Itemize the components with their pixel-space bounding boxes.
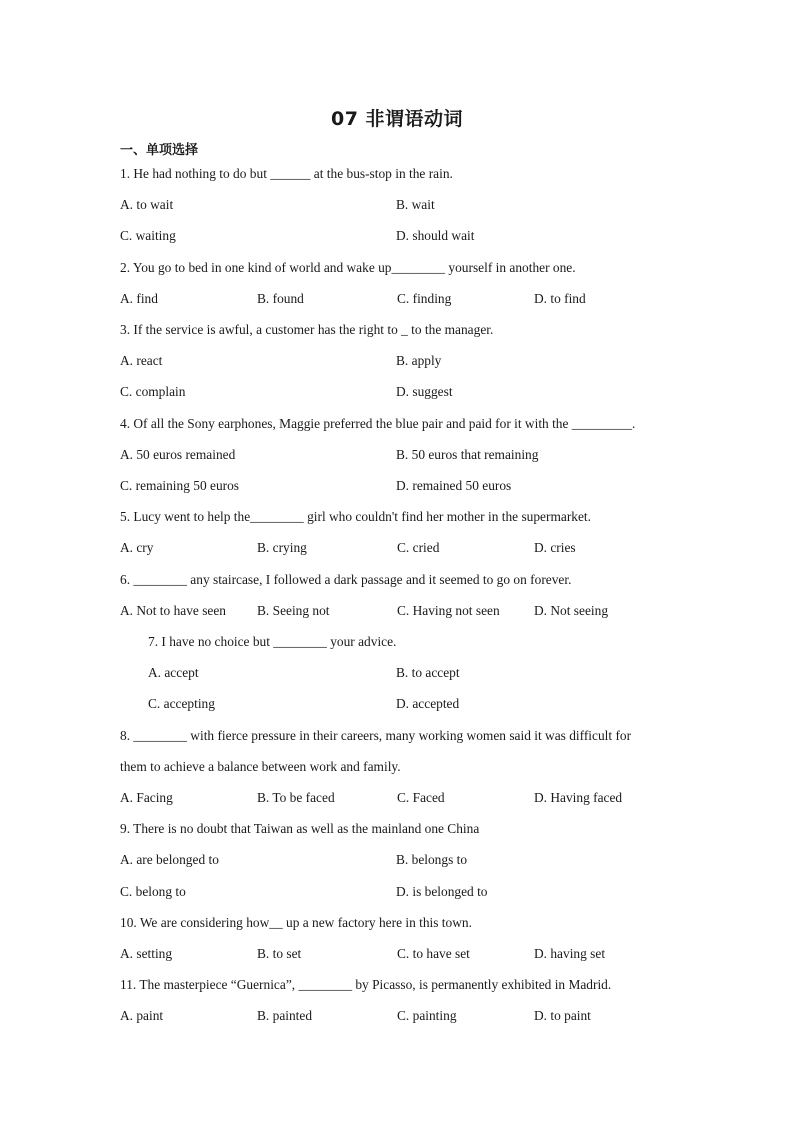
question-8-text: 8. ________ with fierce pressure in their careers, many working women said it was difficult for: [120, 727, 632, 743]
question-6-options: [120, 601, 674, 621]
question-10-text: 10. We are considering how__ up a new factory here in this town.: [120, 914, 472, 930]
option-d: D. to find: [534, 290, 586, 306]
option-b: B. wait: [396, 197, 435, 213]
option-b: B. crying: [257, 540, 307, 556]
question-10-options: [120, 944, 674, 964]
question-6-text: 6. ________ any staircase, I followed a dark passage and it seemed to go on forever.: [120, 571, 572, 587]
option-a: A. are belonged to: [120, 852, 219, 868]
option-c: C. belong to: [120, 883, 186, 899]
option-d: D. should wait: [396, 228, 475, 244]
option-a: A. accept: [148, 665, 199, 681]
option-c: C. accepting: [148, 696, 215, 712]
question-3-options-row: [120, 382, 674, 402]
question-1-options-row: [120, 195, 674, 215]
question-11-options: [120, 1006, 674, 1026]
question-9-text: 9. There is no doubt that Taiwan as well as the mainland one China: [120, 821, 480, 837]
option-c: C. complain: [120, 384, 186, 400]
question-4-options-row: [120, 476, 674, 496]
option-b: B. belongs to: [396, 852, 468, 868]
question-7-options-row: [148, 694, 674, 714]
option-a: A. 50 euros remained: [120, 446, 236, 462]
question-9-options-row: [120, 850, 674, 870]
option-b: B. Seeing not: [257, 602, 330, 618]
question-8-options: [120, 788, 674, 808]
option-d: D. is belonged to: [396, 883, 488, 899]
option-b: B. found: [257, 290, 304, 306]
question-7-text: 7. I have no choice but ________ your advice.: [148, 634, 397, 649]
option-c: C. Faced: [397, 790, 445, 805]
question-2-options: [120, 289, 674, 309]
option-d: D. accepted: [396, 696, 460, 712]
question-11-text: 11. The masterpiece “Guernica”, ________ by Picasso, is permanently exhibited in Madrid.: [120, 977, 612, 993]
option-c: C. finding: [397, 290, 452, 306]
option-a: A. to wait: [120, 197, 174, 213]
option-a: A. find: [120, 290, 158, 306]
option-d: D. suggest: [396, 384, 453, 400]
option-c: C. waiting: [120, 228, 176, 244]
question-1-text: 1. He had nothing to do but ______ at the bus-stop in the rain.: [120, 166, 453, 181]
question-5-text: 5. Lucy went to help the________ girl who couldn't find her mother in the supermarket.: [120, 509, 591, 525]
question-7-options-row: [148, 663, 674, 683]
option-c: C. remaining 50 euros: [120, 478, 240, 493]
option-d: D. to paint: [534, 1008, 591, 1024]
option-a: A. Not to have seen: [120, 602, 226, 618]
option-a: A. Facing: [120, 790, 173, 805]
question-1-options-row: [120, 226, 674, 246]
option-b: B. to set: [257, 946, 302, 961]
option-d: D. cries: [534, 540, 576, 556]
option-d: D. Not seeing: [534, 602, 609, 618]
question-4-text: 4. Of all the Sony earphones, Maggie preferred the blue pair and paid for it with the _________.: [120, 415, 636, 431]
option-c: C. cried: [397, 540, 440, 556]
option-b: B. to accept: [396, 665, 460, 681]
question-3-text: 3. If the service is awful, a customer has the right to _ to the manager.: [120, 322, 494, 337]
option-b: B. apply: [396, 353, 442, 369]
option-b: B. painted: [257, 1008, 313, 1024]
section-heading: 一、单项选择: [120, 143, 199, 158]
option-d: D. having set: [534, 946, 606, 961]
question-2-text: 2. You go to bed in one kind of world and wake up________ yourself in another one.: [120, 259, 576, 275]
question-8-text: them to achieve a balance between work and family.: [120, 758, 401, 774]
question-4-options-row: [120, 445, 674, 465]
question-5-options: [120, 538, 674, 558]
option-a: A. paint: [120, 1008, 164, 1024]
option-c: C. painting: [397, 1008, 457, 1024]
option-c: C. to have set: [397, 946, 470, 961]
option-d: D. Having faced: [534, 790, 623, 805]
option-d: D. remained 50 euros: [396, 478, 512, 493]
question-9-options-row: [120, 882, 674, 902]
option-a: A. react: [120, 353, 163, 369]
option-a: A. cry: [120, 540, 154, 556]
question-3-options-row: [120, 351, 674, 371]
option-b: B. 50 euros that remaining: [396, 446, 539, 462]
option-a: A. setting: [120, 946, 173, 961]
option-c: C. Having not seen: [397, 602, 500, 618]
page-title: 07 非谓语动词: [330, 108, 464, 130]
option-b: B. To be faced: [257, 790, 335, 805]
